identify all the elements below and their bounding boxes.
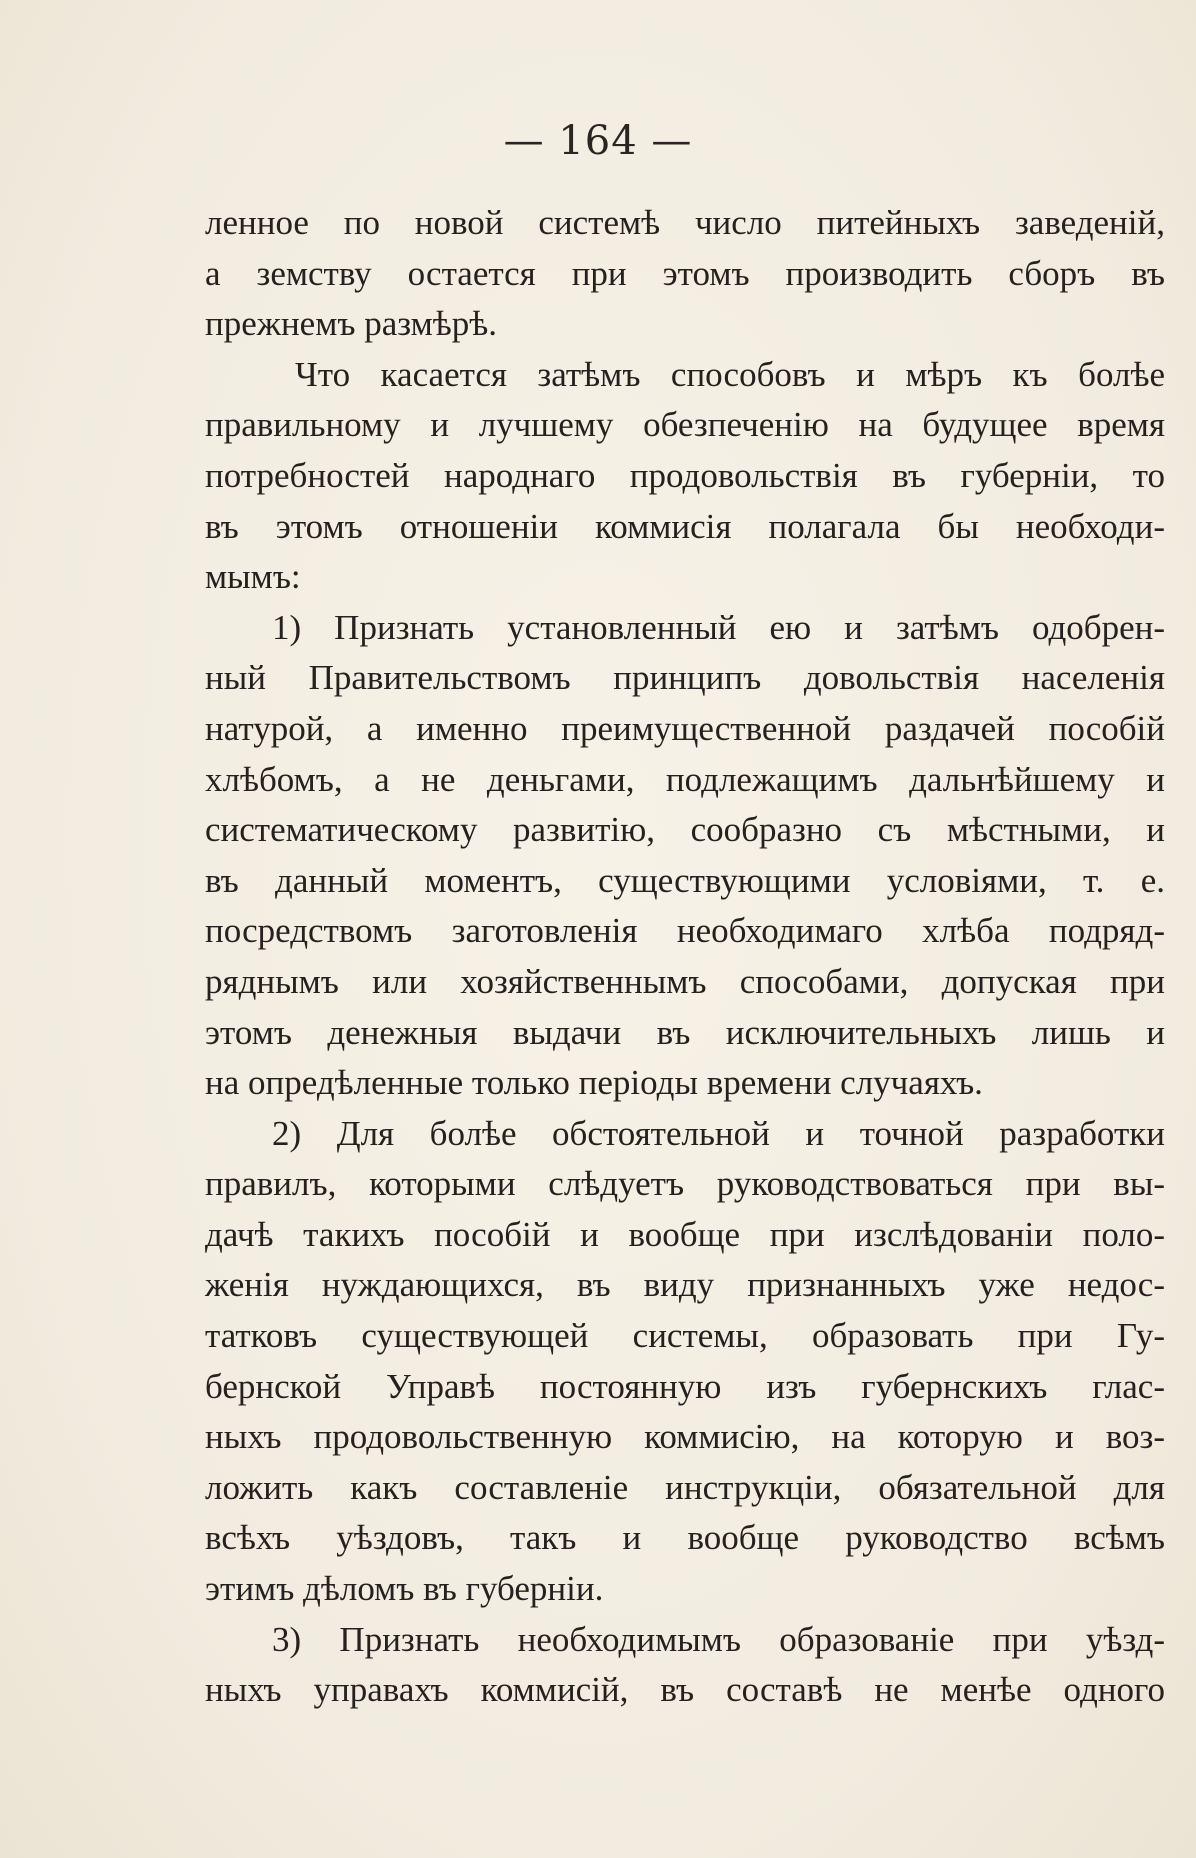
text-line: прежнемъ размѣрѣ. <box>205 304 497 344</box>
text-line: 3) Признать необходимымъ образованіе при уѣзд- <box>272 1619 1165 1659</box>
text-line: въ этомъ отношеніи коммисія полагала бы необходи- <box>205 506 1165 546</box>
text-line: 2) Для болѣе обстоятельной и точной разработки <box>272 1113 1165 1153</box>
text-line: посредствомъ заготовленія необходимаго хлѣба подряд- <box>205 911 1165 951</box>
text-line: ленное по новой системѣ число питейныхъ заведеній, <box>205 203 1165 242</box>
text-line: ныхъ управахъ коммисій, въ составѣ не менѣе одного <box>205 1670 1165 1710</box>
text-line: дачѣ такихъ пособій и вообще при изслѣдованіи поло- <box>205 1214 1165 1254</box>
text-line: хлѣбомъ, а не деньгами, подлежащимъ дальнѣйшему и <box>205 759 1165 799</box>
text-line: бернской Управѣ постоянную изъ губернскихъ глас- <box>205 1366 1165 1406</box>
text-line: натурой, а именно преимущественной раздачей пособій <box>205 708 1165 748</box>
text-line: правилъ, которыми слѣдуетъ руководствоваться при вы- <box>205 1164 1165 1204</box>
text-line: ныхъ продовольственную коммисію, на которую и воз- <box>205 1417 1165 1457</box>
body-text <box>205 198 1165 1716</box>
text-line: мымъ: <box>205 557 301 597</box>
text-line: потребностей народнаго продовольствія въ губерніи, то <box>205 455 1165 495</box>
text-line: Что касается затѣмъ способовъ и мѣръ къ болѣе <box>295 354 1165 394</box>
text-line: ряднымъ или хозяйственнымъ способами, допуская при <box>205 961 1165 1001</box>
text-line: а земству остается при этомъ производить сборъ въ <box>205 253 1165 293</box>
page-number: — 164 — <box>503 118 693 164</box>
text-line: татковъ существующей системы, образовать при Гу- <box>205 1316 1165 1356</box>
text-line: всѣхъ уѣздовъ, такъ и вообще руководство всѣмъ <box>205 1518 1165 1558</box>
text-line: этимъ дѣломъ въ губерніи. <box>205 1569 604 1609</box>
text-line: на опредѣленные только періоды времени случаяхъ. <box>205 1063 983 1103</box>
text-line: систематическому развитію, сообразно съ мѣстными, и <box>205 810 1165 850</box>
text-line: ложить какъ составленіе инструкціи, обязательной для <box>205 1467 1165 1507</box>
text-line: женія нуждающихся, въ виду признанныхъ уже недос- <box>205 1265 1165 1305</box>
text-line: этомъ денежныя выдачи въ исключительныхъ лишь и <box>205 1012 1165 1052</box>
text-line: правильному и лучшему обезпеченію на будущее время <box>205 405 1165 445</box>
text-line: въ данный моментъ, существующими условіями, т. е. <box>205 860 1165 900</box>
text-line: 1) Признать установленный ею и затѣмъ одобрен- <box>272 607 1165 647</box>
text-line: ный Правительствомъ принципъ довольствія населенія <box>205 658 1165 698</box>
